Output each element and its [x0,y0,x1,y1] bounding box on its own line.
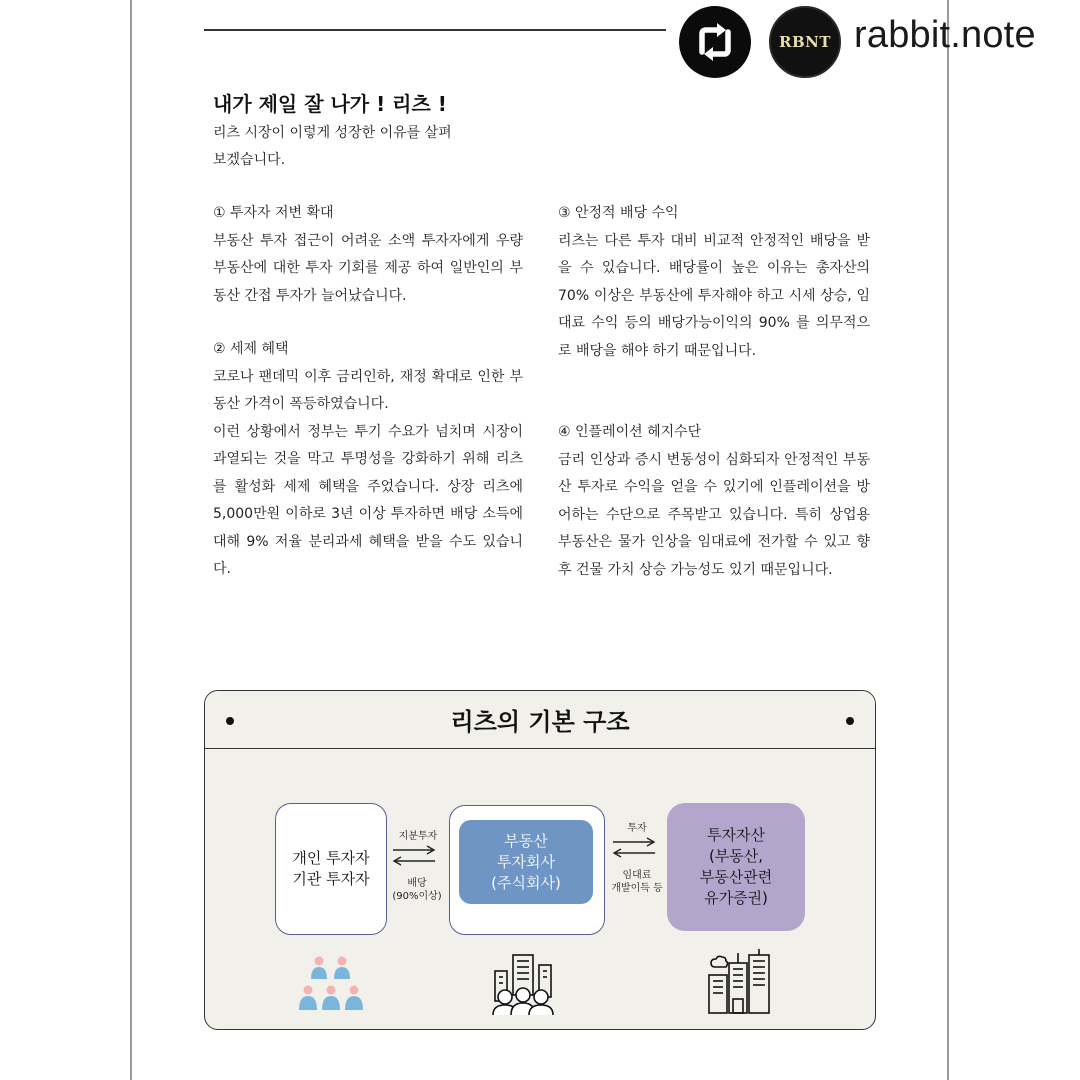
article-intro: 리츠 시장이 이렇게 성장한 이유를 살펴 보겠습니다. [213,125,452,168]
bullet-dot [846,717,854,725]
reit-company-box [459,820,593,904]
investors-building-icon [489,951,557,1017]
brand-logo[interactable] [769,6,841,78]
investment-label: 투자 [627,823,647,834]
section-body: 부동산 투자 접근이 어려운 소액 투자자에게 우량 부동산에 대한 투자 기회를 제공 하여 일반인의 부동산 간접 투자가 늘어났습니다. [213,232,523,304]
bidirectional-arrow-icon [391,845,437,867]
page-edge-left [130,0,132,1080]
rent-gain-label: 임대료 개발이득 등 [611,870,663,894]
equity-investment-label: 지분투자 [398,831,438,842]
section-heading: ④ 인플레이션 헤지수단 [558,424,702,440]
section-body: 코로나 팬데믹 이후 금리인하, 재정 확대로 인한 부동산 가격이 폭등하였습니다. 이런 상황에서 정부는 투기 수요가 넘치며 시장이 과열되는 것을 막고 투명성을 강화하기 위해 리츠를 활성화 세제 혜택을 주었습니다. 상장 리츠에 5,000만원 이하로 3년 이상 투자하면 배당 소득에 대해 9% 저율 분리과세 혜택을 받을 수도 있습니다. [213,368,523,577]
brand-name[interactable]: rabbit.note [854,14,1036,56]
section-heading: ① 투자자 저변 확대 [213,205,334,221]
repost-icon[interactable] [679,6,751,78]
investment-assets-box [667,803,805,931]
brand-logo-text: RBNT [778,33,832,51]
page-edge-right [947,0,949,1080]
investor-label: 개인 투자자 기관 투자자 [292,849,370,888]
section-body: 금리 인상과 증시 변동성이 심화되자 안정적인 부동산 투자로 수익을 얻을 수 있기에 인플레이션을 방어하는 수단으로 주목받고 있습니다. 특히 상업용 부동산은 물가 인상을 임대료에 전가할 수 있고 향후 건물 가치 상승 가능성도 있기 때문입니다. [558,451,870,578]
bullet-dot [226,717,234,725]
section-tax-benefit [213,336,523,584]
section-body: 리츠는 다른 투자 대비 비교적 안정적인 배당을 받을 수 있습니다. 배당률이 높은 이유는 총자산의 70% 이상은 부동산에 투자해야 하고 시세 상승, 임대료 수익 등의 배당가능이익의 90% 를 의무적으로 배당을 해야 하기 때문입니다. [558,232,870,359]
top-divider [204,29,666,31]
bidirectional-arrow-icon [611,837,657,859]
reit-structure-diagram [204,690,876,1030]
section-investor-base [213,200,523,310]
diagram-title: 리츠의 기본 구조 [450,708,630,736]
reit-company-label: 부동산 투자회사 (주식회사) [491,831,561,892]
section-stable-dividend [558,200,870,365]
dividend-label: 배당 (90%이상) [392,878,442,902]
section-heading: ② 세제 혜택 [213,341,289,357]
investment-assets-label: 투자자산 (부동산, 부동산관련 유가증권) [699,826,773,907]
diagram-header [205,691,875,749]
section-inflation-hedge [558,419,870,584]
section-heading: ③ 안정적 배당 수익 [558,205,679,221]
people-group-icon [297,955,367,1015]
article-title: 내가 제일 잘 나가 ! 리츠 ! [213,92,447,116]
buildings-icon [705,949,775,1015]
investor-box [275,803,387,935]
